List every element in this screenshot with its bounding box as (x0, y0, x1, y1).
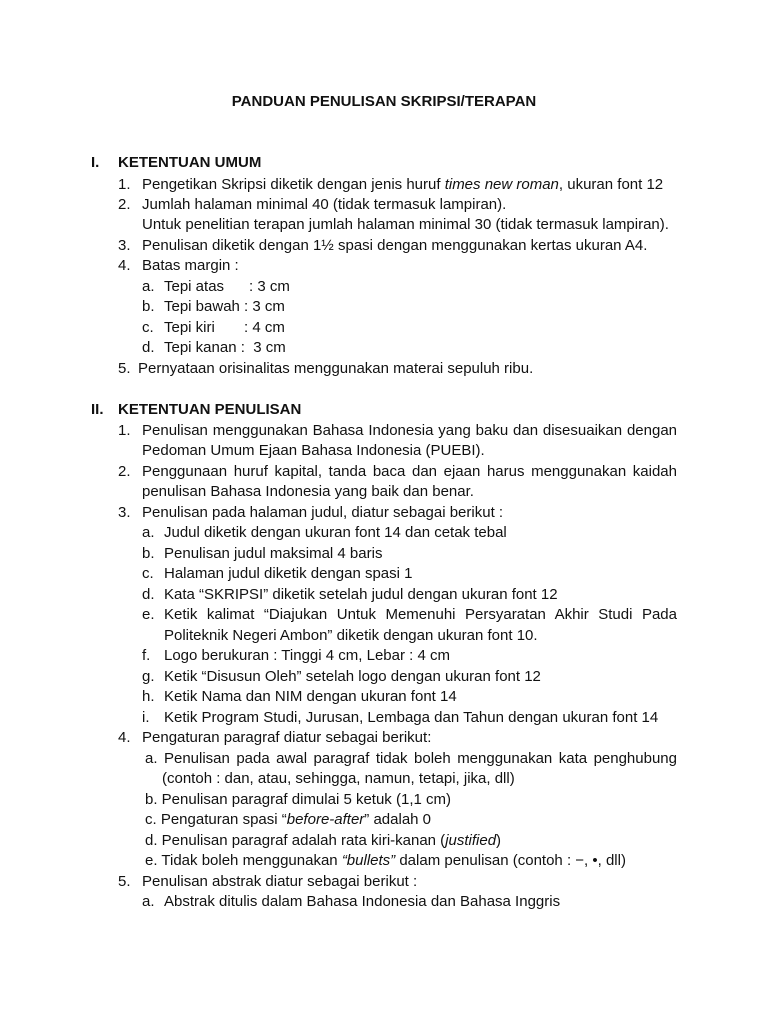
sub-item-paragraf-e: e. Tidak boleh menggunakan “bullets” dalam penulisan (contoh : −, •, dll) (145, 852, 626, 869)
item-number: 5. (118, 360, 131, 377)
item-text: Penulisan abstrak diatur sebagai berikut : (142, 873, 418, 890)
item-number: 3. (118, 237, 131, 254)
item-text-continued: Untuk penelitian terapan jumlah halaman minimal 30 (tidak termasuk lampiran). (142, 216, 669, 233)
item-text: Penggunaan huruf kapital, tanda baca dan ejaan harus menggunakan kaidah (142, 463, 677, 480)
sub-item-judul-e-text: Ketik kalimat “Diajukan Untuk Memenuhi Persyaratan Akhir Studi Pada (164, 606, 677, 623)
item-text: Penulisan pada halaman judul, diatur sebagai berikut : (142, 504, 504, 521)
document-page: PANDUAN PENULISAN SKRIPSI/TERAPAN I. KETENTUAN UMUM 1. Pengetikan Skripsi diketik dengan jenis huruf times new roman, ukuran font 12 2. Jumlah halaman minimal 40 (tidak termasuk lampiran). Untuk penelitian terapan jumlah halaman minimal 30 (tidak termasuk lampiran). 3. Penulisan diketik dengan 1½ spasi dengan menggunakan kertas ukuran A4. 4. Batas margin : a. Tepi atas : 3 cm b. Tepi bawah : 3 cm c. Tepi kiri : 4 cm d. Tepi kanan : 3 cm 5. Pernyataan orisinalitas menggunakan materai sepuluh ribu. II. KETENTUAN PENULISAN 1. Penulisan menggunakan Bahasa Indonesia yang baku dan disesuaikan dengan Pedoman Umum Ejaan Bahasa Indonesia (PUEBI). 2. Penggunaan huruf kapital, tanda baca dan ejaan harus menggunakan kaidah penulisan Bahasa Indonesia yang baik dan benar. 3. Penulisan pada halaman judul, diatur sebagai berikut : a. Judul diketik dengan ukuran font 14 dan cetak tebal b. Penulisan judul maksimal 4 baris c. Halaman judul diketik dengan spasi 1 d. Kata “SKRIPSI” diketik setelah judul dengan ukuran font 12 e. Ketik kalimat “Diajukan Untuk Memenuhi Persyaratan Akhir Studi Pada Politeknik Negeri Ambon” diketik dengan ukuran font 10. f. Logo berukuran : Tinggi 4 cm, Lebar : 4 cm g. Ketik “Disusun Oleh” setelah logo dengan ukuran font 12 h. Ketik Nama dan NIM dengan ukuran font 14 i. Ketik Program Studi, Jurusan, Lembaga dan Tahun dengan ukuran font 14 4. Pengaturan paragraf diatur sebagai berikut: a. Penulisan pada awal paragraf tidak boleh menggunakan kata penghubung (contoh : dan, atau, sehingga, namun, tetapi, jika, dll) b. Penulisan paragraf dimulai 5 ketuk (1,1 cm) c. Pengaturan spasi “before-after” adalah 0 d. Penulisan paragraf adalah rata kiri-kanan (justified) e. Tidak boleh menggunakan “bullets” dalam penulisan (contoh : −, •, dll) 5. Penulisan abstrak diatur sebagai berikut : a. Abstrak ditulis dalam Bahasa Indonesia dan Bahasa Inggris (0, 0, 768, 1024)
item-number: 2. (118, 463, 131, 480)
sub-item-paragraf-c: c. Pengaturan spasi “before-after” adalah 0 (145, 811, 432, 828)
item-number: 4. (118, 257, 131, 274)
item-number: 1. (118, 422, 131, 439)
item-number: 4. (118, 729, 131, 746)
item-text-continued: penulisan Bahasa Indonesia yang baik dan benar. (142, 483, 474, 500)
item-number: 2. (118, 196, 131, 213)
sub-item-paragraf-b: b. Penulisan paragraf dimulai 5 ketuk (1,1 cm) (145, 791, 451, 808)
item-text: Batas margin : (142, 257, 239, 274)
document-title: PANDUAN PENULISAN SKRIPSI/TERAPAN (231, 93, 537, 110)
sub-item-paragraf-a: a. Penulisan pada awal paragraf tidak boleh menggunakan kata penghubung (145, 750, 677, 767)
sub-item-judul-e-continued: Politeknik Negeri Ambon” diketik dengan ukuran font 10. (164, 627, 538, 644)
item-text: Pernyataan orisinalitas menggunakan materai sepuluh ribu. (138, 360, 534, 377)
item-text: Penulisan diketik dengan 1½ spasi dengan menggunakan kertas ukuran A4. (142, 237, 648, 254)
item-text: Jumlah halaman minimal 40 (tidak termasuk lampiran). (142, 196, 507, 213)
item-text-continued: Pedoman Umum Ejaan Bahasa Indonesia (PUEBI). (142, 442, 485, 459)
section-title: KETENTUAN UMUM (118, 154, 262, 171)
section-number: II. (91, 401, 104, 418)
section-title: KETENTUAN PENULISAN (118, 401, 302, 418)
item-text: Pengaturan paragraf diatur sebagai berikut: (142, 729, 432, 746)
sub-item-paragraf-d: d. Penulisan paragraf adalah rata kiri-kanan (justified) (145, 832, 502, 849)
item-number: 5. (118, 873, 131, 890)
item-text: Penulisan menggunakan Bahasa Indonesia yang baku dan disesuaikan dengan (142, 422, 677, 439)
item-number: 3. (118, 504, 131, 521)
item-number: 1. (118, 176, 131, 193)
section-number: I. (91, 154, 100, 171)
sub-item-paragraf-a-continued: (contoh : dan, atau, sehingga, namun, tetapi, jika, dll) (162, 770, 515, 787)
item-text: Pengetikan Skripsi diketik dengan jenis huruf times new roman, ukuran font 12 (142, 176, 664, 193)
